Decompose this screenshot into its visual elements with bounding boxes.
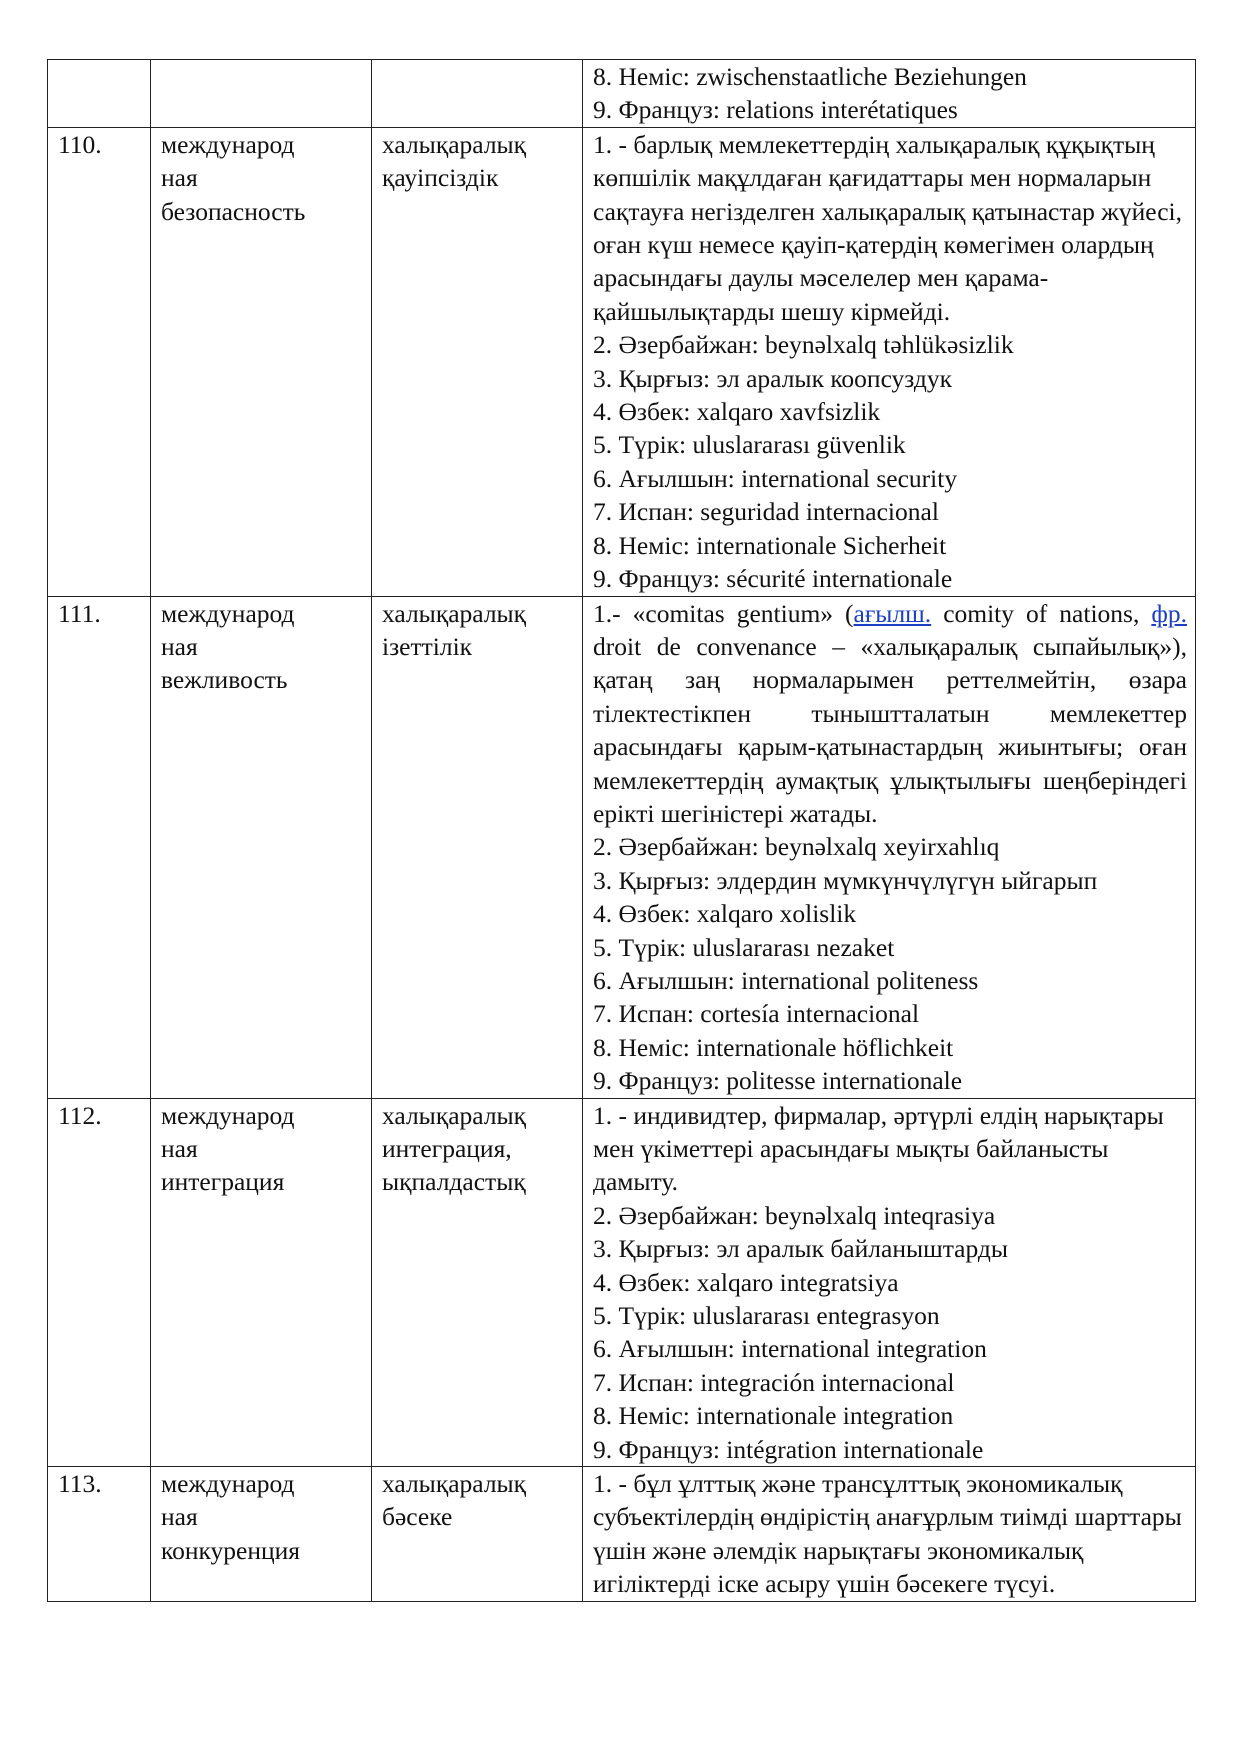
russian-term-line: международ (161, 1100, 295, 1130)
kazakh-term-line: халықаралық (382, 1100, 527, 1130)
table-row-continued (48, 60, 1196, 128)
kazakh-term-cell (372, 1467, 583, 1602)
translation-line: 2. Әзербайжан: beynəlxalq inteqrasiya (593, 1200, 996, 1230)
kazakh-term-line: бәсеке (382, 1502, 453, 1532)
translation-line: 5. Түрік: uluslararası entegrasyon (593, 1301, 940, 1331)
translation-line: 8. Неміс: internationale integration (593, 1401, 954, 1431)
russian-term-line: ная (161, 1134, 198, 1163)
translation-line: 8. Неміс: internationale Sicherheit (593, 530, 947, 560)
russian-term-cell (151, 596, 372, 1098)
definition-cell (583, 1098, 1196, 1466)
translation-line: 2. Әзербайжан: beynəlxalq xeyirxahlıq (593, 832, 1000, 862)
kazakh-term-line: халықаралық (382, 1469, 527, 1499)
russian-term-line: ная (161, 163, 198, 193)
translation-line: 2. Әзербайжан: beynəlxalq təhlükəsizlik (593, 330, 1014, 360)
definition-part: droit de convenance – «халықаралық сыпайылық»), қатаң заң нормаларымен реттелмейтін, өзара тілектестікпен тыныштталатын мемлекеттер арасындағы қарым-қатынастардың жиынтығы; оған мемлекеттердің аумақтық ұлықтылығы шеңберіндегі ерікті шегіністері жатады. (593, 631, 1187, 828)
russian-term-line: международ (161, 598, 295, 628)
translation-line: 8. Неміс: internationale höflichkeit (593, 1032, 954, 1062)
russian-term-cell (151, 1098, 372, 1466)
russian-term-line: ная (161, 631, 198, 661)
russian-term-line: интеграция (161, 1167, 285, 1197)
definition-cell (583, 127, 1196, 596)
english-abbrev-link[interactable]: ағылш. (853, 598, 932, 628)
russian-term-line: конкуренция (161, 1535, 301, 1565)
kazakh-term-cell (372, 60, 583, 128)
table-row-112 (48, 1098, 1196, 1466)
table-row-110 (48, 127, 1196, 596)
glossary-table (47, 59, 1196, 1602)
entry-number: 111. (48, 596, 151, 1098)
translation-line: 9. Француз: politesse internationale (593, 1066, 963, 1096)
translation-line: 7. Испан: cortesía internacional (593, 999, 920, 1029)
russian-term-cell (151, 127, 372, 596)
translation-line: 4. Өзбек: xalqaro xolislik (593, 899, 857, 929)
kazakh-term-line: ықпалдастық (382, 1167, 526, 1197)
translation-line: 3. Қырғыз: элдердин мүмкүнчүлүгүн ыйгарып (593, 865, 1098, 895)
kazakh-term-line: ізеттілік (382, 631, 473, 661)
table-row-113 (48, 1467, 1196, 1602)
translation-line: 8. Неміс: zwischenstaatliche Beziehungen (593, 62, 1027, 91)
kazakh-term-line: интеграция, (382, 1134, 512, 1163)
definition-text: 1. - индивидтер, фирмалар, әртүрлі елдің нарықтары мен үкіметтері арасындағы мықты байланысты дамыту. (593, 1100, 1164, 1197)
french-abbrev-link[interactable]: фр. (1151, 598, 1187, 628)
entry-number: 112. (48, 1098, 151, 1466)
translation-line: 4. Өзбек: xalqaro xavfsizlik (593, 397, 881, 427)
russian-term-line: безопасность (161, 196, 306, 226)
kazakh-term-cell (372, 596, 583, 1098)
entry-number: 110. (48, 127, 151, 596)
translation-line: 6. Ағылшын: international integration (593, 1334, 987, 1364)
kazakh-term-cell (372, 1098, 583, 1466)
definition-cell (583, 1467, 1196, 1602)
translation-line: 4. Өзбек: xalqaro integratsiya (593, 1267, 899, 1297)
definition-part: 1.- «comitas gentium» ( (593, 598, 854, 628)
kazakh-term-line: халықаралық (382, 598, 527, 628)
number-cell (48, 60, 151, 128)
translation-line: 6. Ағылшын: international security (593, 463, 958, 493)
definition-cell (583, 60, 1196, 128)
translation-line: 3. Қырғыз: эл аралык байланыштарды (593, 1234, 1009, 1264)
kazakh-term-cell (372, 127, 583, 596)
definition-text: 1. - бұл ұлттық және трансұлттық экономикалық субъектілердің өндірістің анағұрлым тиімді шарттары үшін және әлемдік нарықтағы экономикалық игіліктерді іске асыру үшін бәсекеге түсуі. (593, 1469, 1182, 1599)
russian-term-line: международ (161, 129, 295, 159)
kazakh-term-line: қауіпсіздік (382, 163, 499, 193)
russian-term-cell (151, 1467, 372, 1602)
translation-line: 6. Ағылшын: international politeness (593, 965, 979, 995)
translation-line: 5. Түрік: uluslararası güvenlik (593, 430, 906, 460)
translation-line: 7. Испан: integración internacional (593, 1367, 955, 1397)
translation-line: 9. Француз: relations interétatiques (593, 95, 958, 125)
definition-part: comity of nations, (931, 598, 1152, 628)
table-row-111 (48, 596, 1196, 1098)
translation-line: 3. Қырғыз: эл аралык коопсуздук (593, 363, 953, 393)
definition-text: 1. - барлық мемлекеттердің халықаралық құқықтың көпшілік мақұлдаған қағидаттары мен нормаларын сақтауға негізделген халықаралық қатынастар жүйесі, оған күш немесе қауіп-қатердің көмегімен олардың арасындағы даулы мәселелер мен қарама-қайшылықтарды шешу кірмейді. (593, 129, 1183, 326)
translation-line: 7. Испан: seguridad internacional (593, 497, 939, 527)
translation-line: 9. Француз: intégration internationale (593, 1434, 984, 1464)
definition-text (593, 597, 1187, 831)
translation-line: 5. Түрік: uluslararası nezaket (593, 932, 895, 962)
russian-term-cell (151, 60, 372, 128)
entry-number: 113. (48, 1467, 151, 1602)
russian-term-line: международ (161, 1469, 295, 1499)
definition-cell (583, 596, 1196, 1098)
kazakh-term-line: халықаралық (382, 129, 527, 159)
russian-term-line: вежливость (161, 665, 288, 695)
translation-line: 9. Француз: sécurité internationale (593, 564, 953, 594)
russian-term-line: ная (161, 1502, 198, 1532)
